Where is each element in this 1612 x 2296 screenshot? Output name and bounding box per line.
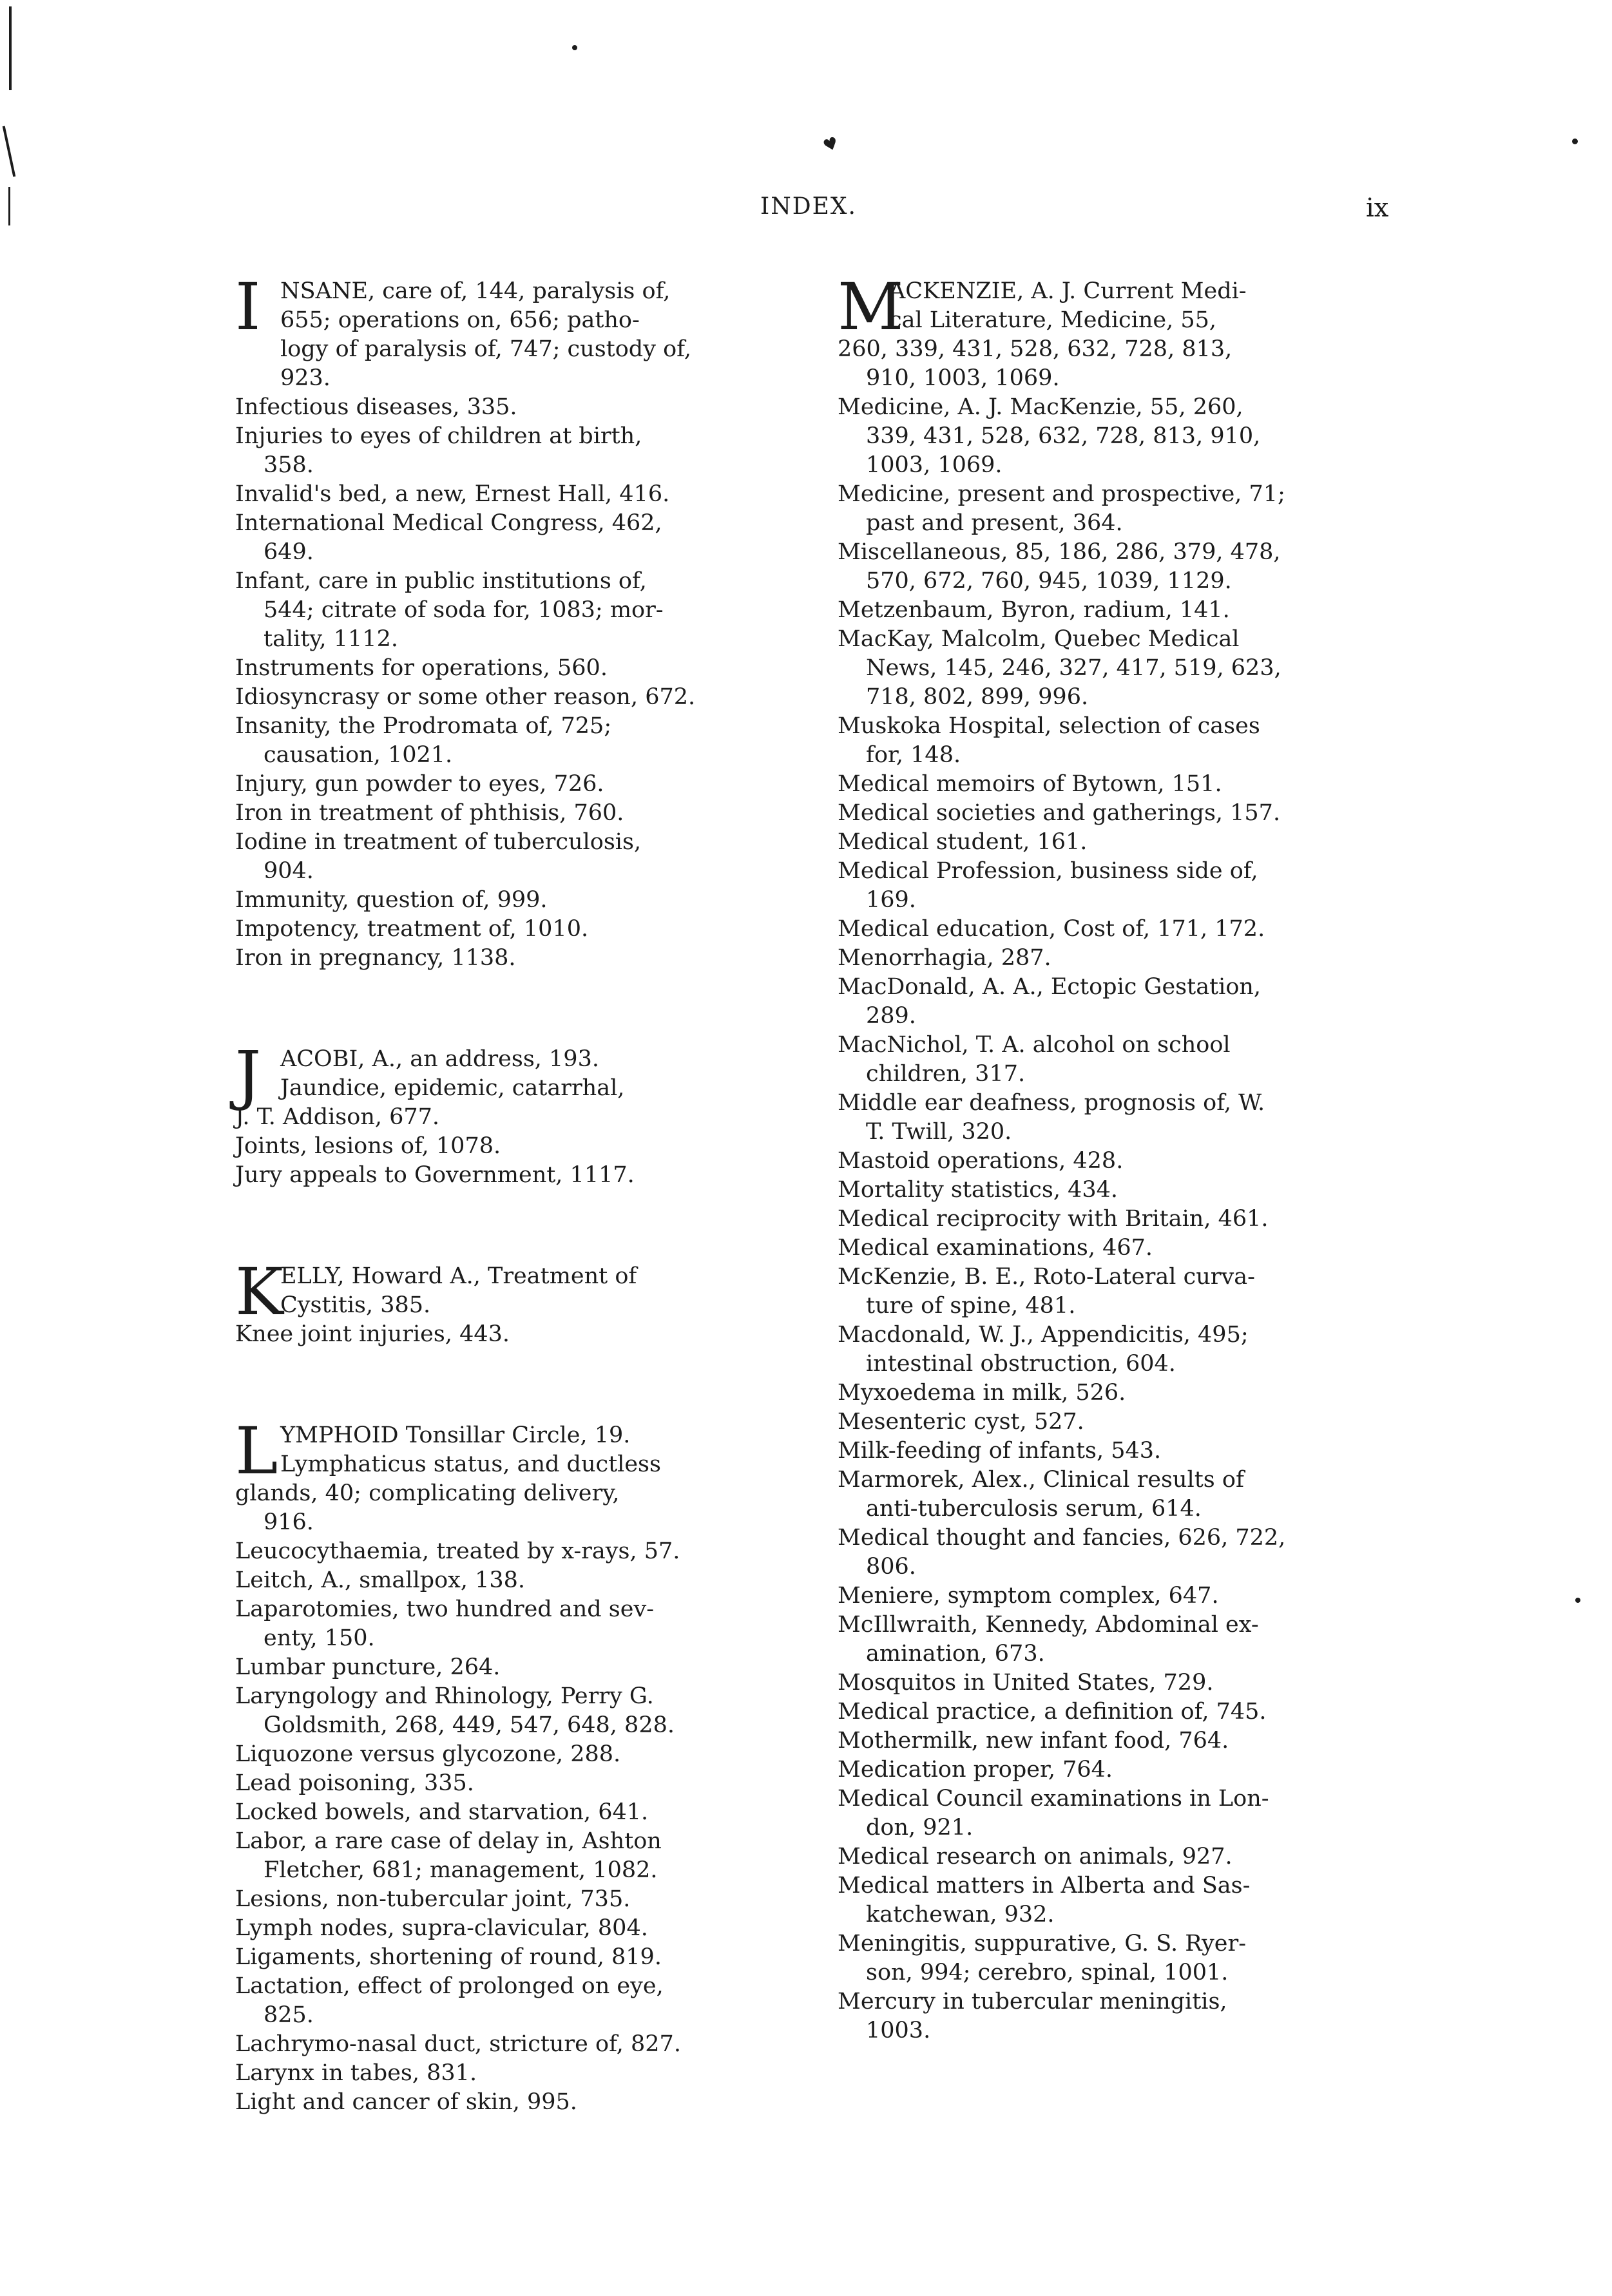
index-entry: Locked bowels, and starvation, 641. — [235, 1799, 649, 1825]
index-entry: Metzenbaum, Byron, radium, 141. — [838, 597, 1230, 623]
drop-cap-letter: J — [235, 1037, 262, 1113]
index-entry: Idiosyncrasy or some other reason, 672. — [235, 684, 696, 710]
index-entry: Medical reciprocity with Britain, 461. — [838, 1206, 1269, 1232]
right-column — [838, 269, 1392, 2118]
lead-entry: YMPHOID Tonsillar Circle, 19. Lymphaticus status, and ductless — [280, 1422, 661, 1477]
lead-entry: NSANE, care of, 144, paralysis of, 655; operations on, 656; patho- logy of paralysis of, 747; custody of, 923. — [280, 278, 691, 391]
index-entry: Middle ear deafness, prognosis of, W. T. Twill, 320. — [838, 1090, 1265, 1145]
index-entry: Iodine in treatment of tuberculosis, 904. — [235, 829, 642, 884]
index-entry: Leucocythaemia, treated by x-rays, 57. — [235, 1538, 680, 1564]
index-entry: Mosquitos in United States, 729. — [838, 1670, 1214, 1696]
index-entry: Lactation, effect of prolonged on eye, 825. — [235, 1973, 664, 2028]
index-entry: glands, 40; complicating delivery, 916. — [235, 1480, 620, 1535]
index-entry: Lymph nodes, supra-clavicular, 804. — [235, 1915, 648, 1941]
index-entry: Medical societies and gatherings, 157. — [838, 800, 1281, 826]
index-entry: Joints, lesions of, 1078. — [235, 1133, 501, 1159]
drop-cap-letter: I — [235, 269, 261, 345]
scan-edge-mark-mid — [3, 126, 16, 177]
index-entry: Medical student, 161. — [838, 829, 1088, 855]
index-entry: Lumbar puncture, 264. — [235, 1654, 501, 1680]
section-lead — [235, 269, 809, 393]
index-entry: J. T. Addison, 677. — [235, 1104, 440, 1130]
index-entry: Lachrymo-nasal duct, stricture of, 827. — [235, 2031, 681, 2057]
index-section-k — [235, 1254, 809, 1349]
index-entry: Mastoid operations, 428. — [838, 1148, 1124, 1174]
lead-entry: ELLY, Howard A., Treatment of Cystitis, 385. — [280, 1263, 637, 1318]
index-entry: Meniere, symptom complex, 647. — [838, 1583, 1219, 1609]
index-entry: Laryngology and Rhinology, Perry G. Goldsmith, 268, 449, 547, 648, 828. — [235, 1683, 675, 1738]
lead-entry: ACKENZIE, A. J. Current Medi- cal Literature, Medicine, 55, — [889, 278, 1247, 333]
index-entry: Knee joint injuries, 443. — [235, 1321, 510, 1347]
scan-edge-mark-low — [8, 187, 10, 225]
index-entry: Medical thought and fancies, 626, 722, 806. — [838, 1525, 1286, 1580]
index-entry: 260, 339, 431, 528, 632, 728, 813, 910, 1003, 1069. — [838, 336, 1233, 391]
drop-cap-letter: K — [235, 1254, 283, 1330]
index-section-j — [235, 1037, 809, 1190]
index-entry: Light and cancer of skin, 995. — [235, 2089, 577, 2115]
index-section-i — [235, 269, 809, 973]
index-entry: Larynx in tabes, 831. — [235, 2060, 477, 2086]
index-section-l — [235, 1413, 809, 2117]
page-number: ix — [1366, 193, 1389, 223]
index-entry: Medical education, Cost of, 171, 172. — [838, 916, 1265, 942]
index-entry: Medical practice, a definition of, 745. — [838, 1699, 1267, 1725]
index-entry: McIllwraith, Kennedy, Abdominal ex- amination, 673. — [838, 1612, 1259, 1667]
index-entry: Medicine, A. J. MacKenzie, 55, 260, 339, 431, 528, 632, 728, 813, 910, 1003, 1069. — [838, 394, 1261, 478]
page-title: INDEX. — [760, 193, 857, 220]
index-entry: Immunity, question of, 999. — [235, 887, 548, 913]
index-entry: International Medical Congress, 462, 649. — [235, 510, 662, 565]
index-entry: Medical Profession, business side of, 169. — [838, 858, 1258, 913]
index-entry: Medical matters in Alberta and Sas- katchewan, 932. — [838, 1873, 1251, 1928]
index-entry: Medical examinations, 467. — [838, 1235, 1153, 1261]
index-entry: Lead poisoning, 335. — [235, 1770, 474, 1796]
index-entry: Meningitis, suppurative, G. S. Ryer- son, 994; cerebro, spinal, 1001. — [838, 1931, 1247, 1985]
index-entry: Insanity, the Prodromata of, 725; causation, 1021. — [235, 713, 612, 768]
index-entry: MacKay, Malcolm, Quebec Medical News, 145, 246, 327, 417, 519, 623, 718, 802, 899, 996. — [838, 626, 1281, 710]
header-mark: ♥ — [820, 133, 841, 157]
index-entry: McKenzie, B. E., Roto-Lateral curva- ture of spine, 481. — [838, 1264, 1255, 1319]
index-entry: Mothermilk, new infant food, 764. — [838, 1728, 1229, 1754]
scan-edge-mark-top — [9, 6, 12, 90]
index-entry: Medical memoirs of Bytown, 151. — [838, 771, 1222, 797]
index-entry: Medication proper, 764. — [838, 1757, 1113, 1783]
index-entry: Muskoka Hospital, selection of cases for, 148. — [838, 713, 1260, 768]
index-entry: Iron in treatment of phthisis, 760. — [235, 800, 624, 826]
index-entry: Mesenteric cyst, 527. — [838, 1409, 1084, 1435]
index-entry: Mortality statistics, 434. — [838, 1177, 1118, 1203]
index-entry: Menorrhagia, 287. — [838, 945, 1051, 971]
drop-cap-letter: M — [838, 269, 904, 345]
index-entry: Ligaments, shortening of round, 819. — [235, 1944, 662, 1970]
index-entry: Laparotomies, two hundred and sev- enty, 150. — [235, 1596, 655, 1651]
index-entry: Marmorek, Alex., Clinical results of anti-tuberculosis serum, 614. — [838, 1467, 1244, 1522]
index-entry: Injury, gun powder to eyes, 726. — [235, 771, 604, 797]
lead-entry: ACOBI, A., an address, 193. Jaundice, epidemic, catarrhal, — [280, 1046, 625, 1101]
index-entry: Invalid's bed, a new, Ernest Hall, 416. — [235, 481, 670, 507]
index-entry: Iron in pregnancy, 1138. — [235, 945, 516, 971]
section-lead — [235, 1037, 809, 1113]
scan-dot-top — [572, 45, 577, 50]
scan-dot-right — [1572, 139, 1578, 144]
index-entry: MacNichol, T. A. alcohol on school children, 317. — [838, 1032, 1231, 1087]
left-column — [235, 269, 809, 2189]
index-entry: Miscellaneous, 85, 186, 286, 379, 478, 570, 672, 760, 945, 1039, 1129. — [838, 539, 1281, 594]
index-entry: MacDonald, A. A., Ectopic Gestation, 289. — [838, 974, 1262, 1029]
index-entry: Liquozone versus glycozone, 288. — [235, 1741, 621, 1767]
index-entry: Instruments for operations, 560. — [235, 655, 608, 681]
index-entry: Jury appeals to Government, 1117. — [235, 1162, 635, 1188]
section-lead — [235, 1413, 809, 1489]
index-entry: Lesions, non-tubercular joint, 735. — [235, 1886, 631, 1912]
drop-cap-letter: L — [235, 1413, 278, 1489]
index-section-m — [838, 269, 1392, 2045]
index-entry: Infant, care in public institutions of, 544; citrate of soda for, 1083; mor- tality, 1112. — [235, 568, 664, 652]
index-entry: Mercury in tubercular meningitis, 1003. — [838, 1989, 1227, 2043]
index-entry: Injuries to eyes of children at birth, 358. — [235, 423, 642, 478]
scan-dot-right-lower — [1575, 1598, 1580, 1603]
section-lead — [838, 269, 1392, 345]
index-entry: Macdonald, W. J., Appendicitis, 495; intestinal obstruction, 604. — [838, 1322, 1249, 1377]
index-entry: Milk-feeding of infants, 543. — [838, 1438, 1162, 1464]
index-entry: Infectious diseases, 335. — [235, 394, 517, 420]
index-entry: Myxoedema in milk, 526. — [838, 1380, 1126, 1406]
index-entry: Leitch, A., smallpox, 138. — [235, 1567, 526, 1593]
index-entry: Medical research on animals, 927. — [838, 1844, 1233, 1870]
index-entry: Medicine, present and prospective, 71; past and present, 364. — [838, 481, 1285, 536]
index-entry: Medical Council examinations in Lon- don, 921. — [838, 1786, 1269, 1841]
index-entry: Impotency, treatment of, 1010. — [235, 916, 589, 942]
section-lead — [235, 1254, 809, 1330]
index-entry: Labor, a rare case of delay in, Ashton Fletcher, 681; management, 1082. — [235, 1828, 662, 1883]
